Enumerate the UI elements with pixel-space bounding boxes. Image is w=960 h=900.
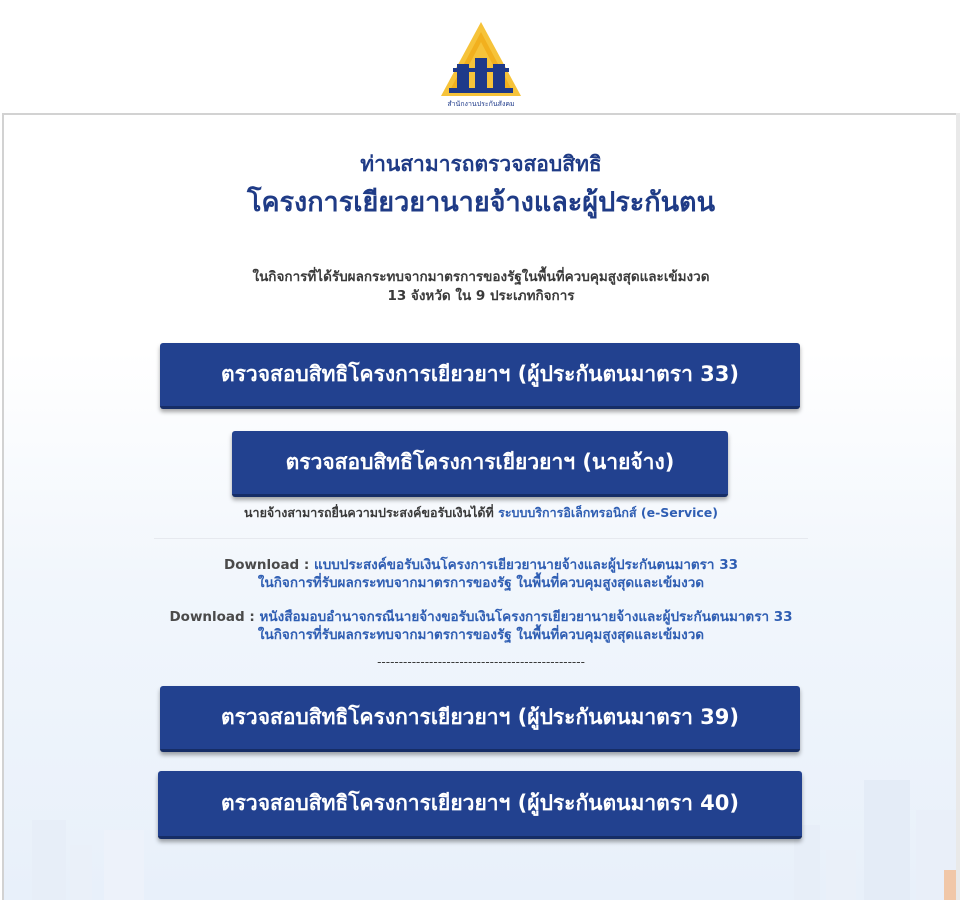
employer-note-text: นายจ้างสามารถยื่นความประสงค์ขอรับเงินได้ที่ xyxy=(244,505,499,520)
e-service-link[interactable]: ระบบบริการอิเล็กทรอนิกส์ (e-Service) xyxy=(498,505,718,520)
download-power-of-attorney-link[interactable]: หนังสือมอบอำนาจกรณีนายจ้างขอรับเงินโครงการเยียวยานายจ้างและผู้ประกันตนมาตรา 33 xyxy=(259,609,793,625)
sso-logo-icon xyxy=(435,18,527,100)
check-employer-button[interactable]: ตรวจสอบสิทธิโครงการเยียวยาฯ (นายจ้าง) xyxy=(232,431,728,497)
sso-logo[interactable] xyxy=(435,18,527,110)
download-request-form-link[interactable]: แบบประสงค์ขอรับเงินโครงการเยียวยานายจ้างและผู้ประกันตนมาตรา 33 xyxy=(314,557,739,573)
heading-check-rights: ท่านสามารถตรวจสอบสิทธิ xyxy=(360,152,602,176)
download-request-form xyxy=(4,556,958,592)
download-power-of-attorney xyxy=(4,608,958,644)
check-section-40-button[interactable]: ตรวจสอบสิทธิโครงการเยียวยาฯ (ผู้ประกันตนมาตรา 40) xyxy=(158,771,802,839)
download-label: Download : xyxy=(169,609,260,625)
divider xyxy=(154,538,808,539)
download-power-of-attorney-link-line-2[interactable]: ในกิจการที่รับผลกระทบจากมาตรการของรัฐ ในพื้นที่ควบคุมสูงสุดและเข้มงวด xyxy=(257,627,705,643)
check-section-39-button[interactable]: ตรวจสอบสิทธิโครงการเยียวยาฯ (ผู้ประกันตนมาตรา 39) xyxy=(160,686,800,752)
download-label: Download : xyxy=(223,557,315,573)
intro-line-1: ในกิจการที่ได้รับผลกระทบจากมาตรการของรัฐในพื้นที่ควบคุมสูงสุดและเข้มงวด xyxy=(252,269,710,285)
heading-relief-project: โครงการเยียวยานายจ้างและผู้ประกันตน xyxy=(246,187,716,218)
main-panel xyxy=(2,113,960,900)
page-edge-scroll-track xyxy=(956,113,960,900)
check-section-33-button[interactable]: ตรวจสอบสิทธิโครงการเยียวยาฯ (ผู้ประกันตนมาตรา 33) xyxy=(160,343,800,409)
employer-note xyxy=(4,503,958,523)
intro-text xyxy=(4,268,958,306)
dashed-separator: ------------------------------------------------ xyxy=(377,655,585,669)
intro-line-2: 13 จังหวัด ใน 9 ประเภทกิจการ xyxy=(387,288,575,304)
download-request-form-link-line-2[interactable]: ในกิจการที่รับผลกระทบจากมาตรการของรัฐ ในพื้นที่ควบคุมสูงสุดและเข้มงวด xyxy=(257,575,705,591)
logo-caption: สำนักงานประกันสังคม xyxy=(447,100,515,108)
